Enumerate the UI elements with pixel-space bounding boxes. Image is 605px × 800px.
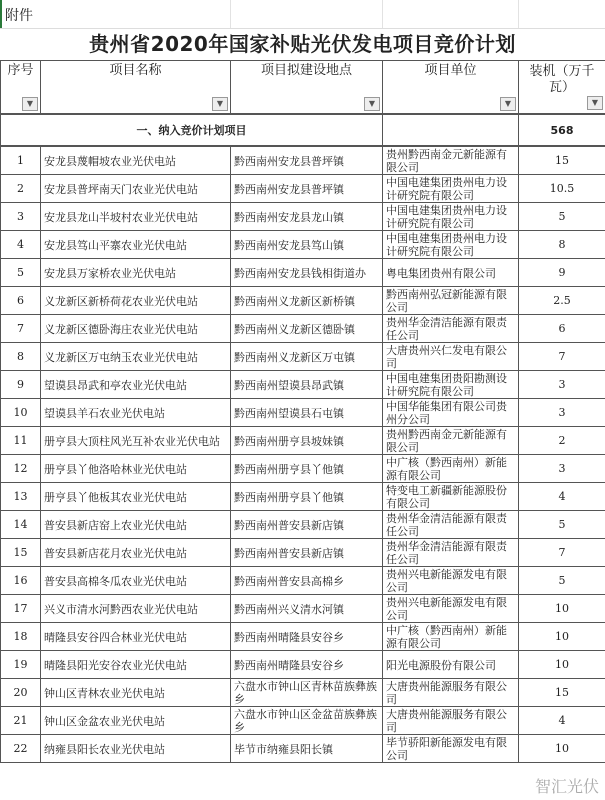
header-name [41,61,231,115]
header-no [1,61,41,115]
cell-capacity: 9 [519,259,605,287]
cell-capacity: 15 [519,146,605,175]
cell-name: 普安县新店窑上农业光伏电站 [41,511,231,539]
cell-no: 12 [1,455,41,483]
cell-name: 望谟县昂武和亭农业光伏电站 [41,371,231,399]
dropdown-filter-icon[interactable]: ▼ [364,97,380,111]
cell-name: 钟山区金盆农业光伏电站 [41,707,231,735]
cell-name: 安龙县普坪南天门农业光伏电站 [41,175,231,203]
cell-name: 册亨县大顶柱风光互补农业光伏电站 [41,427,231,455]
table-row [1,259,605,287]
header-capacity-label: 装机（万千瓦） [529,64,595,95]
cell-location: 六盘水市钟山区青林苗族彝族乡 [231,679,383,707]
cell-capacity: 15 [519,679,605,707]
attachment-label: 附件 [5,8,33,24]
cell-no: 7 [1,315,41,343]
cell-capacity: 2.5 [519,287,605,315]
cell-unit: 中国华能集团有限公司贵州分公司 [383,399,519,427]
page-title: 贵州省2020年国家补贴光伏发电项目竞价计划 [89,32,516,56]
table-row [1,146,605,175]
cell-unit: 中广核（黔西南州）新能源有限公司 [383,623,519,651]
header-no-label: 序号 [7,63,34,78]
header-location [231,61,383,115]
cell-name: 安龙县龙山半坡村农业光伏电站 [41,203,231,231]
cell-no: 1 [1,146,41,175]
cell-capacity: 5 [519,511,605,539]
cell-location: 黔西南州兴义清水河镇 [231,595,383,623]
cell-no: 9 [1,371,41,399]
header-capacity [519,61,605,115]
cell-capacity: 10 [519,623,605,651]
cell-name: 义龙新区新桥荷花农业光伏电站 [41,287,231,315]
cell-no: 6 [1,287,41,315]
section-empty [383,114,519,146]
cell-no: 20 [1,679,41,707]
cell-capacity: 7 [519,539,605,567]
attachment-row [0,0,605,29]
cell-location: 黔西南州普安县新店镇 [231,539,383,567]
cell-unit: 大唐贵州兴仁发电有限公司 [383,343,519,371]
header-name-label: 项目名称 [109,63,162,78]
table-row [1,399,605,427]
table-row [1,651,605,679]
watermark: 智汇光伏 [534,777,599,796]
cell-no: 19 [1,651,41,679]
table-row [1,287,605,315]
cell-no: 17 [1,595,41,623]
cell-location: 黔西南州晴隆县安谷乡 [231,651,383,679]
table-row [1,343,605,371]
cell-capacity: 10 [519,595,605,623]
cell-capacity: 3 [519,455,605,483]
cell-no: 22 [1,735,41,763]
cell-unit: 粤电集团贵州有限公司 [383,259,519,287]
cell-location: 黔西南州望谟县昂武镇 [231,371,383,399]
cell-unit: 中国电建集团贵州电力设计研究院有限公司 [383,175,519,203]
cell-unit: 大唐贵州能源服务有限公司 [383,707,519,735]
cell-location: 黔西南州安龙县普坪镇 [231,175,383,203]
table-row [1,679,605,707]
table-row [1,231,605,259]
table-row [1,175,605,203]
cell-unit: 贵州华金清洁能源有限责任公司 [383,511,519,539]
cell-name: 晴隆县阳光安谷农业光伏电站 [41,651,231,679]
cell-name: 兴义市清水河黔西农业光伏电站 [41,595,231,623]
cell-location: 毕节市纳雍县阳长镇 [231,735,383,763]
cell-unit: 贵州黔西南金元新能源有限公司 [383,427,519,455]
dropdown-filter-icon[interactable]: ▼ [587,96,603,110]
header-unit [383,61,519,115]
table-row [1,511,605,539]
cell-no: 14 [1,511,41,539]
cell-location: 黔西南州安龙县龙山镇 [231,203,383,231]
cell-capacity: 5 [519,567,605,595]
table-row [1,371,605,399]
cell-location: 黔西南州册亨县丫他镇 [231,455,383,483]
cell-no: 13 [1,483,41,511]
cell-location: 黔西南州义龙新区德卧镇 [231,315,383,343]
dropdown-filter-icon[interactable]: ▼ [500,97,516,111]
cell-capacity: 4 [519,483,605,511]
header-row [1,61,605,115]
cell-unit: 中国电建集团贵州电力设计研究院有限公司 [383,203,519,231]
cell-location: 黔西南州望谟县石屯镇 [231,399,383,427]
cell-name: 册亨县丫他洛哈林业光伏电站 [41,455,231,483]
cell-selection-marker [0,0,2,28]
dropdown-filter-icon[interactable]: ▼ [212,97,228,111]
table-row [1,595,605,623]
cell-location: 黔西南州晴隆县安谷乡 [231,623,383,651]
cell-unit: 中国电建集团贵阳勘测设计研究院有限公司 [383,371,519,399]
cell-unit: 中国电建集团贵州电力设计研究院有限公司 [383,231,519,259]
table-row [1,483,605,511]
table-row [1,203,605,231]
cell-no: 16 [1,567,41,595]
cell-capacity: 10 [519,735,605,763]
cell-capacity: 3 [519,399,605,427]
cell-location: 黔西南州安龙县笃山镇 [231,231,383,259]
cell-no: 15 [1,539,41,567]
table-row [1,735,605,763]
section-label: 一、纳入竞价计划项目 [1,114,383,146]
cell-name: 安龙县万家桥农业光伏电站 [41,259,231,287]
cell-no: 18 [1,623,41,651]
cell-capacity: 10 [519,651,605,679]
cell-unit: 贵州兴电新能源发电有限公司 [383,595,519,623]
cell-unit: 贵州华金清洁能源有限责任公司 [383,539,519,567]
cell-unit: 贵州兴电新能源发电有限公司 [383,567,519,595]
cell-location: 黔西南州册亨县坡妹镇 [231,427,383,455]
table-row [1,623,605,651]
cell-name: 安龙县笃山平寨农业光伏电站 [41,231,231,259]
section-row [1,114,605,146]
cell-no: 4 [1,231,41,259]
cell-location: 六盘水市钟山区金盆苗族彝族乡 [231,707,383,735]
section-total: 568 [519,114,605,146]
cell-name: 义龙新区德卧海庄农业光伏电站 [41,315,231,343]
cell-name: 望谟县羊石农业光伏电站 [41,399,231,427]
table-row [1,539,605,567]
cell-location: 黔西南州册亨县丫他镇 [231,483,383,511]
cell-name: 安龙县蔑帽坡农业光伏电站 [41,146,231,175]
cell-location: 黔西南州安龙县普坪镇 [231,146,383,175]
cell-capacity: 10.5 [519,175,605,203]
cell-location: 黔西南州普安县新店镇 [231,511,383,539]
cell-name: 普安县高棉冬瓜农业光伏电站 [41,567,231,595]
cell-unit: 大唐贵州能源服务有限公司 [383,679,519,707]
cell-unit: 黔西南州弘冠新能源有限公司 [383,287,519,315]
cell-unit: 中广核（黔西南州）新能源有限公司 [383,455,519,483]
grid-line [518,0,519,28]
cell-name: 册亨县丫他板其农业光伏电站 [41,483,231,511]
cell-name: 纳雍县阳长农业光伏电站 [41,735,231,763]
header-location-label: 项目拟建设地点 [260,63,352,78]
cell-no: 5 [1,259,41,287]
cell-capacity: 2 [519,427,605,455]
cell-unit: 特变电工新疆新能源股份有限公司 [383,483,519,511]
cell-capacity: 7 [519,343,605,371]
cell-name: 晴隆县安谷四合林业光伏电站 [41,623,231,651]
cell-name: 普安县新店花月农业光伏电站 [41,539,231,567]
table-row [1,707,605,735]
cell-name: 钟山区青林农业光伏电站 [41,679,231,707]
cell-no: 10 [1,399,41,427]
cell-capacity: 3 [519,371,605,399]
table-row [1,455,605,483]
cell-no: 21 [1,707,41,735]
cell-no: 2 [1,175,41,203]
table-row [1,315,605,343]
cell-location: 黔西南州义龙新区新桥镇 [231,287,383,315]
cell-no: 11 [1,427,41,455]
dropdown-filter-icon[interactable]: ▼ [22,97,38,111]
cell-capacity: 5 [519,203,605,231]
cell-unit: 阳光电源股份有限公司 [383,651,519,679]
cell-location: 黔西南州普安县高棉乡 [231,567,383,595]
cell-location: 黔西南州义龙新区万屯镇 [231,343,383,371]
table-row [1,427,605,455]
cell-no: 8 [1,343,41,371]
cell-unit: 毕节骄阳新能源发电有限公司 [383,735,519,763]
grid-line [382,0,383,28]
cell-capacity: 8 [519,231,605,259]
project-table [0,60,605,763]
cell-location: 黔西南州安龙县钱相街道办 [231,259,383,287]
cell-capacity: 6 [519,315,605,343]
cell-no: 3 [1,203,41,231]
cell-capacity: 4 [519,707,605,735]
cell-unit: 贵州黔西南金元新能源有限公司 [383,146,519,175]
grid-line [230,0,231,28]
cell-unit: 贵州华金清洁能源有限责任公司 [383,315,519,343]
header-unit-label: 项目单位 [424,63,477,78]
table-row [1,567,605,595]
cell-name: 义龙新区万屯纳玉农业光伏电站 [41,343,231,371]
